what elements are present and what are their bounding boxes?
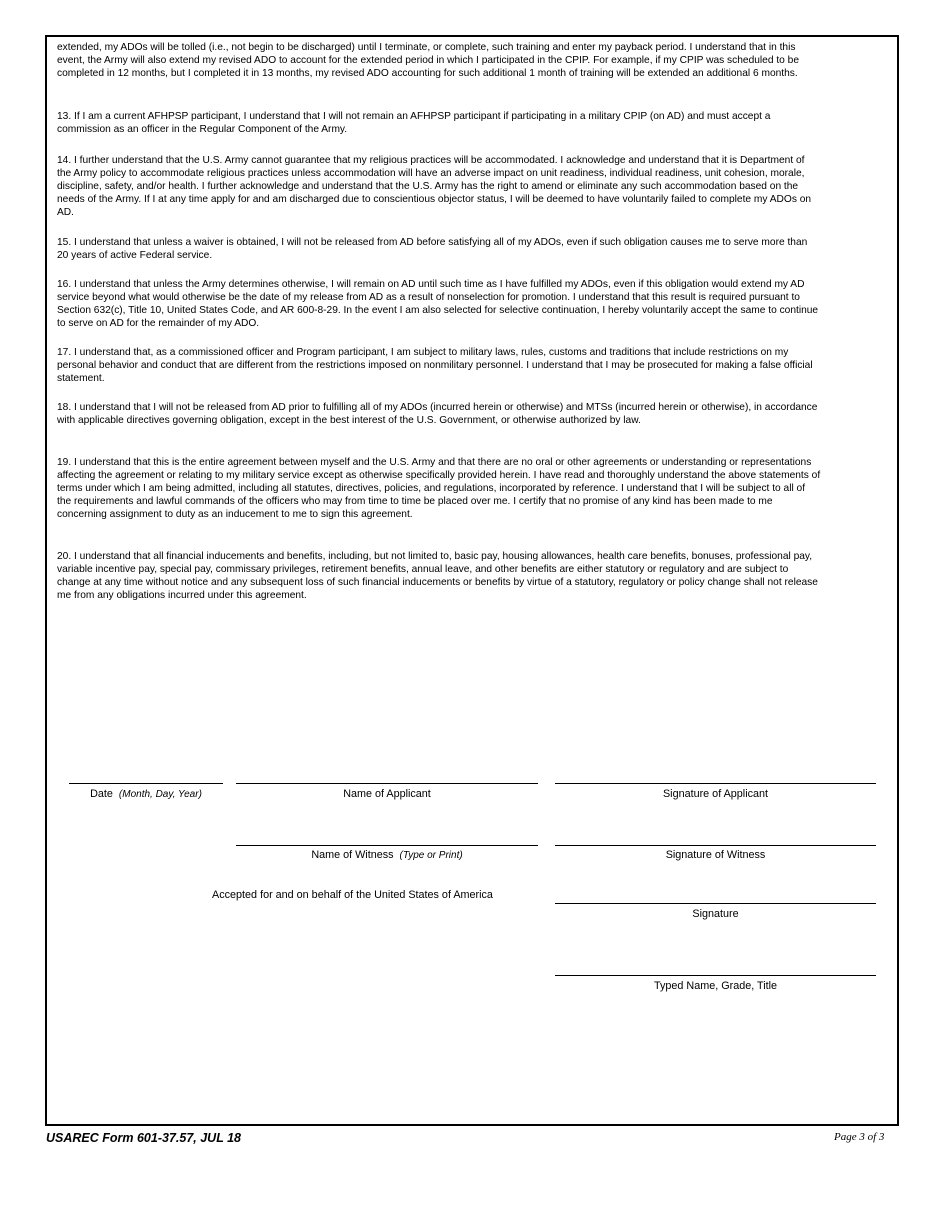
witness-name-label: Name of Witness (Type or Print): [311, 849, 463, 861]
paragraph-18: 18. I understand that I will not be released from AD prior to fulfilling all of my ADOs (incurred herein or otherwise) and MTSs (incurred herein or otherwise), in accordance with applicable directives governing obligation, except in the best interest of the U.S. Government, or otherwise authorized by law.: [57, 402, 818, 427]
official-signature-label: Signature: [692, 908, 739, 920]
paragraph-14: 14. I further understand that the U.S. Army cannot guarantee that my religious practices will be accommodated. I acknowledge and understand that it is Department of the Army policy to accommodate religious practices unless accommodation will have an adverse impact on unit readiness, individual readiness, unit cohesion, morale, discipline, safety, and/or health. I further acknowledge and understand that the U.S. Army has the right to amend or eliminate any such accommodation based on the needs of the Army. If I at any time apply for and am discharged due to conscientious objector status, I will be deemed to have voluntarily failed to complete my ADOs on AD.: [57, 155, 812, 219]
paragraph-17: 17. I understand that, as a commissioned officer and Program participant, I am subject to military laws, rules, customs and traditions that include restrictions on my personal behavior and conduct that are different from the restrictions imposed on nonmilitary personnel. I understand that I may be prosecuted for making a false official statement.: [57, 347, 813, 385]
paragraph-12-continued: extended, my ADOs will be tolled (i.e., not begin to be discharged) until I terminate, or complete, such training and enter my payback period. I understand that in this event, the Army will also extend my revised ADO to account for the extended period in which I participated in the CPIP. For example, if my CPIP was scheduled to be completed in 12 months, but I completed it in 13 months, my revised ADO accounting for such additional 1 month of training will be extended an additional 6 months.: [57, 42, 799, 80]
acceptance-statement: Accepted for and on behalf of the United States of America: [212, 889, 493, 901]
official-signature-line[interactable]: [555, 903, 876, 904]
applicant-signature-line[interactable]: [555, 783, 876, 784]
witness-signature-line[interactable]: [555, 845, 876, 846]
form-identifier: USAREC Form 601-37.57, JUL 18: [46, 1131, 241, 1145]
typed-name-label: Typed Name, Grade, Title: [653, 980, 778, 992]
witness-name-line[interactable]: [236, 845, 538, 846]
paragraph-20: 20. I understand that all financial inducements and benefits, including, but not limited to, basic pay, housing allowances, health care benefits, bonuses, professional pay, variable incentive pay, special pay, commissary privileges, retirement benefits, annual leave, and other benefits are either statutory or regulatory and are subject to change at any time without notice and any subsequent loss of such financial inducements or benefits by virtue of a statutory, regulatory or policy change shall not release me from any obligations incurred under this agreement.: [57, 551, 818, 602]
typed-name-line[interactable]: [555, 975, 876, 976]
paragraph-19: 19. I understand that this is the entire agreement between myself and the U.S. Army and that there are no oral or other agreements or understanding or representations affecting the agreement or relating to my military service except as otherwise specifically provided herein. I have read and thoroughly understand the above statements of terms under which I am being admitted, including all statutes, directives, policies, and regulations, incorporated by reference. I understand that I will be subject to all of the requirements and lawful commands of the officers who may from time to time be placed over me. I certify that no promise of any kind has been made to me concerning assignment to duty as an inducement to me to sign this agreement.: [57, 457, 821, 521]
page-number: Page 3 of 3: [834, 1131, 885, 1143]
date-label: Date (Month, Day, Year): [90, 788, 202, 800]
applicant-signature-label: Signature of Applicant: [662, 788, 769, 800]
paragraph-13: 13. If I am a current AFHPSP participant, I understand that I will not remain an AFHPSP participant if participating in a military CPIP (on AD) and must accept a commission as an officer in the Regular Component of the Army.: [57, 111, 771, 136]
applicant-name-label: Name of Applicant: [343, 788, 431, 800]
paragraph-16: 16. I understand that unless the Army determines otherwise, I will remain on AD until such time as I have fulfilled my ADOs, even if this obligation would extend my AD service beyond what would otherwise be the date of my release from AD as a result of nonselection for promotion. I understand that this result is required pursuant to Section 632(c), Title 10, United States Code, and AR 600-8-29. In the event I am also selected for selective continuation, I hereby voluntarily accept the same to continue to serve on AD for the remainder of my ADO.: [57, 279, 819, 330]
date-line[interactable]: [69, 783, 223, 784]
applicant-name-line[interactable]: [236, 783, 538, 784]
paragraph-15: 15. I understand that unless a waiver is obtained, I will not be released from AD before satisfying all of my ADOs, even if such obligation causes me to serve more than 20 years of active Federal service.: [57, 237, 808, 262]
witness-signature-label: Signature of Witness: [665, 849, 766, 861]
